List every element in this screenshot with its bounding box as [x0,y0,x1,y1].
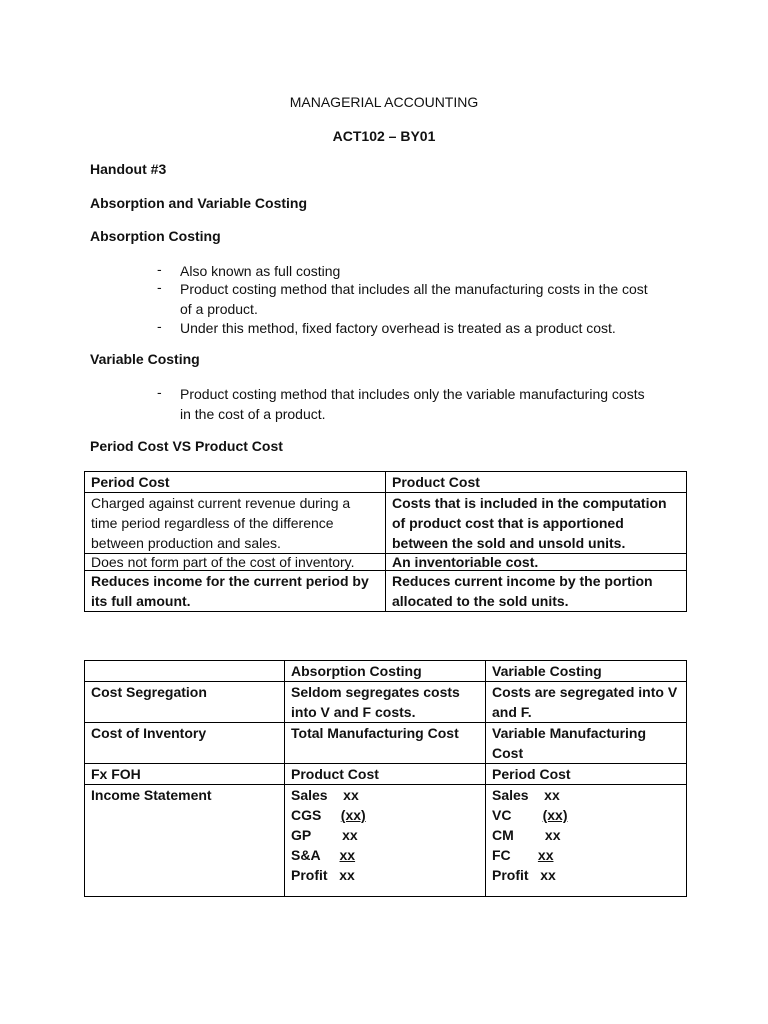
table-cell: Costs are segregated into V and F. [486,682,687,723]
period-product-heading: Period Cost VS Product Cost [90,438,283,454]
comparison-table [84,660,687,897]
table-cell: Reduces income for the current period by its full amount. [85,571,386,612]
bullet-text: Product costing method that includes all the manufacturing costs in the cost of a product. [180,281,648,317]
is-label: GP [291,827,311,843]
is-value: (xx) [542,807,568,823]
table-cell: Reduces current income by the portion allocated to the sold units. [386,571,687,612]
variable-heading: Variable Costing [90,351,200,367]
row-label: Cost of Inventory [85,723,285,764]
period-product-table [84,471,687,612]
is-value: xx [544,787,560,803]
table-cell: Total Manufacturing Cost [285,723,486,764]
is-value: (xx) [340,807,366,823]
is-value: xx [342,827,358,843]
is-value: xx [339,847,356,863]
is-label: Sales [291,787,328,803]
variable-income-statement [486,785,687,897]
column-header: Variable Costing [486,661,687,682]
bullet-text: Under this method, fixed factory overhead is treated as a product cost. [180,320,616,336]
row-label: Fx FOH [85,764,285,785]
course-code: ACT102 – BY01 [332,128,436,144]
table-row [85,493,687,554]
is-label: VC [492,807,512,823]
is-label: Profit [492,867,529,883]
bullet-text: Product costing method that includes only the variable manufacturing costs in the cost of a product. [180,386,645,422]
table-header-row [85,472,687,493]
table-cell: An inventoriable cost. [386,554,687,571]
table-cell: Period Cost [486,764,687,785]
table-cell: Does not form part of the cost of inventory. [85,554,386,571]
table-row [85,764,687,785]
table-row [85,682,687,723]
column-header: Absorption Costing [285,661,486,682]
is-label: S&A [291,847,321,863]
absorption-income-statement [285,785,486,897]
table-cell: Costs that is included in the computation of product cost that is apportioned between the sold and unsold units. [386,493,687,554]
table-row [85,571,687,612]
table-row [85,723,687,764]
row-label: Cost Segregation [85,682,285,723]
is-value: xx [339,867,355,883]
table-cell: Variable Manufacturing Cost [486,723,687,764]
is-value: xx [343,787,359,803]
table-header-row [85,661,687,682]
is-label: CM [492,827,514,843]
table-row [85,785,687,897]
column-header [85,661,285,682]
table-cell: Charged against current revenue during a time period regardless of the difference between production and sales. [85,493,386,554]
absorption-heading: Absorption Costing [90,228,221,244]
bullet-text: Also known as full costing [180,263,341,279]
is-label: FC [492,847,511,863]
topic-heading: Absorption and Variable Costing [90,195,308,211]
is-label: Sales [492,787,529,803]
row-label: Income Statement [85,785,285,897]
is-label: Profit [291,867,328,883]
table-cell: Product Cost [285,764,486,785]
table-row [85,554,687,571]
is-value: xx [544,827,561,843]
is-value: xx [540,867,556,883]
handout-number: Handout #3 [90,161,167,177]
is-value: xx [537,847,554,863]
doc-title: MANAGERIAL ACCOUNTING [289,94,479,110]
is-label: CGS [291,807,322,823]
column-header: Product Cost [386,472,687,493]
table-cell: Seldom segregates costs into V and F costs. [285,682,486,723]
column-header: Period Cost [85,472,386,493]
